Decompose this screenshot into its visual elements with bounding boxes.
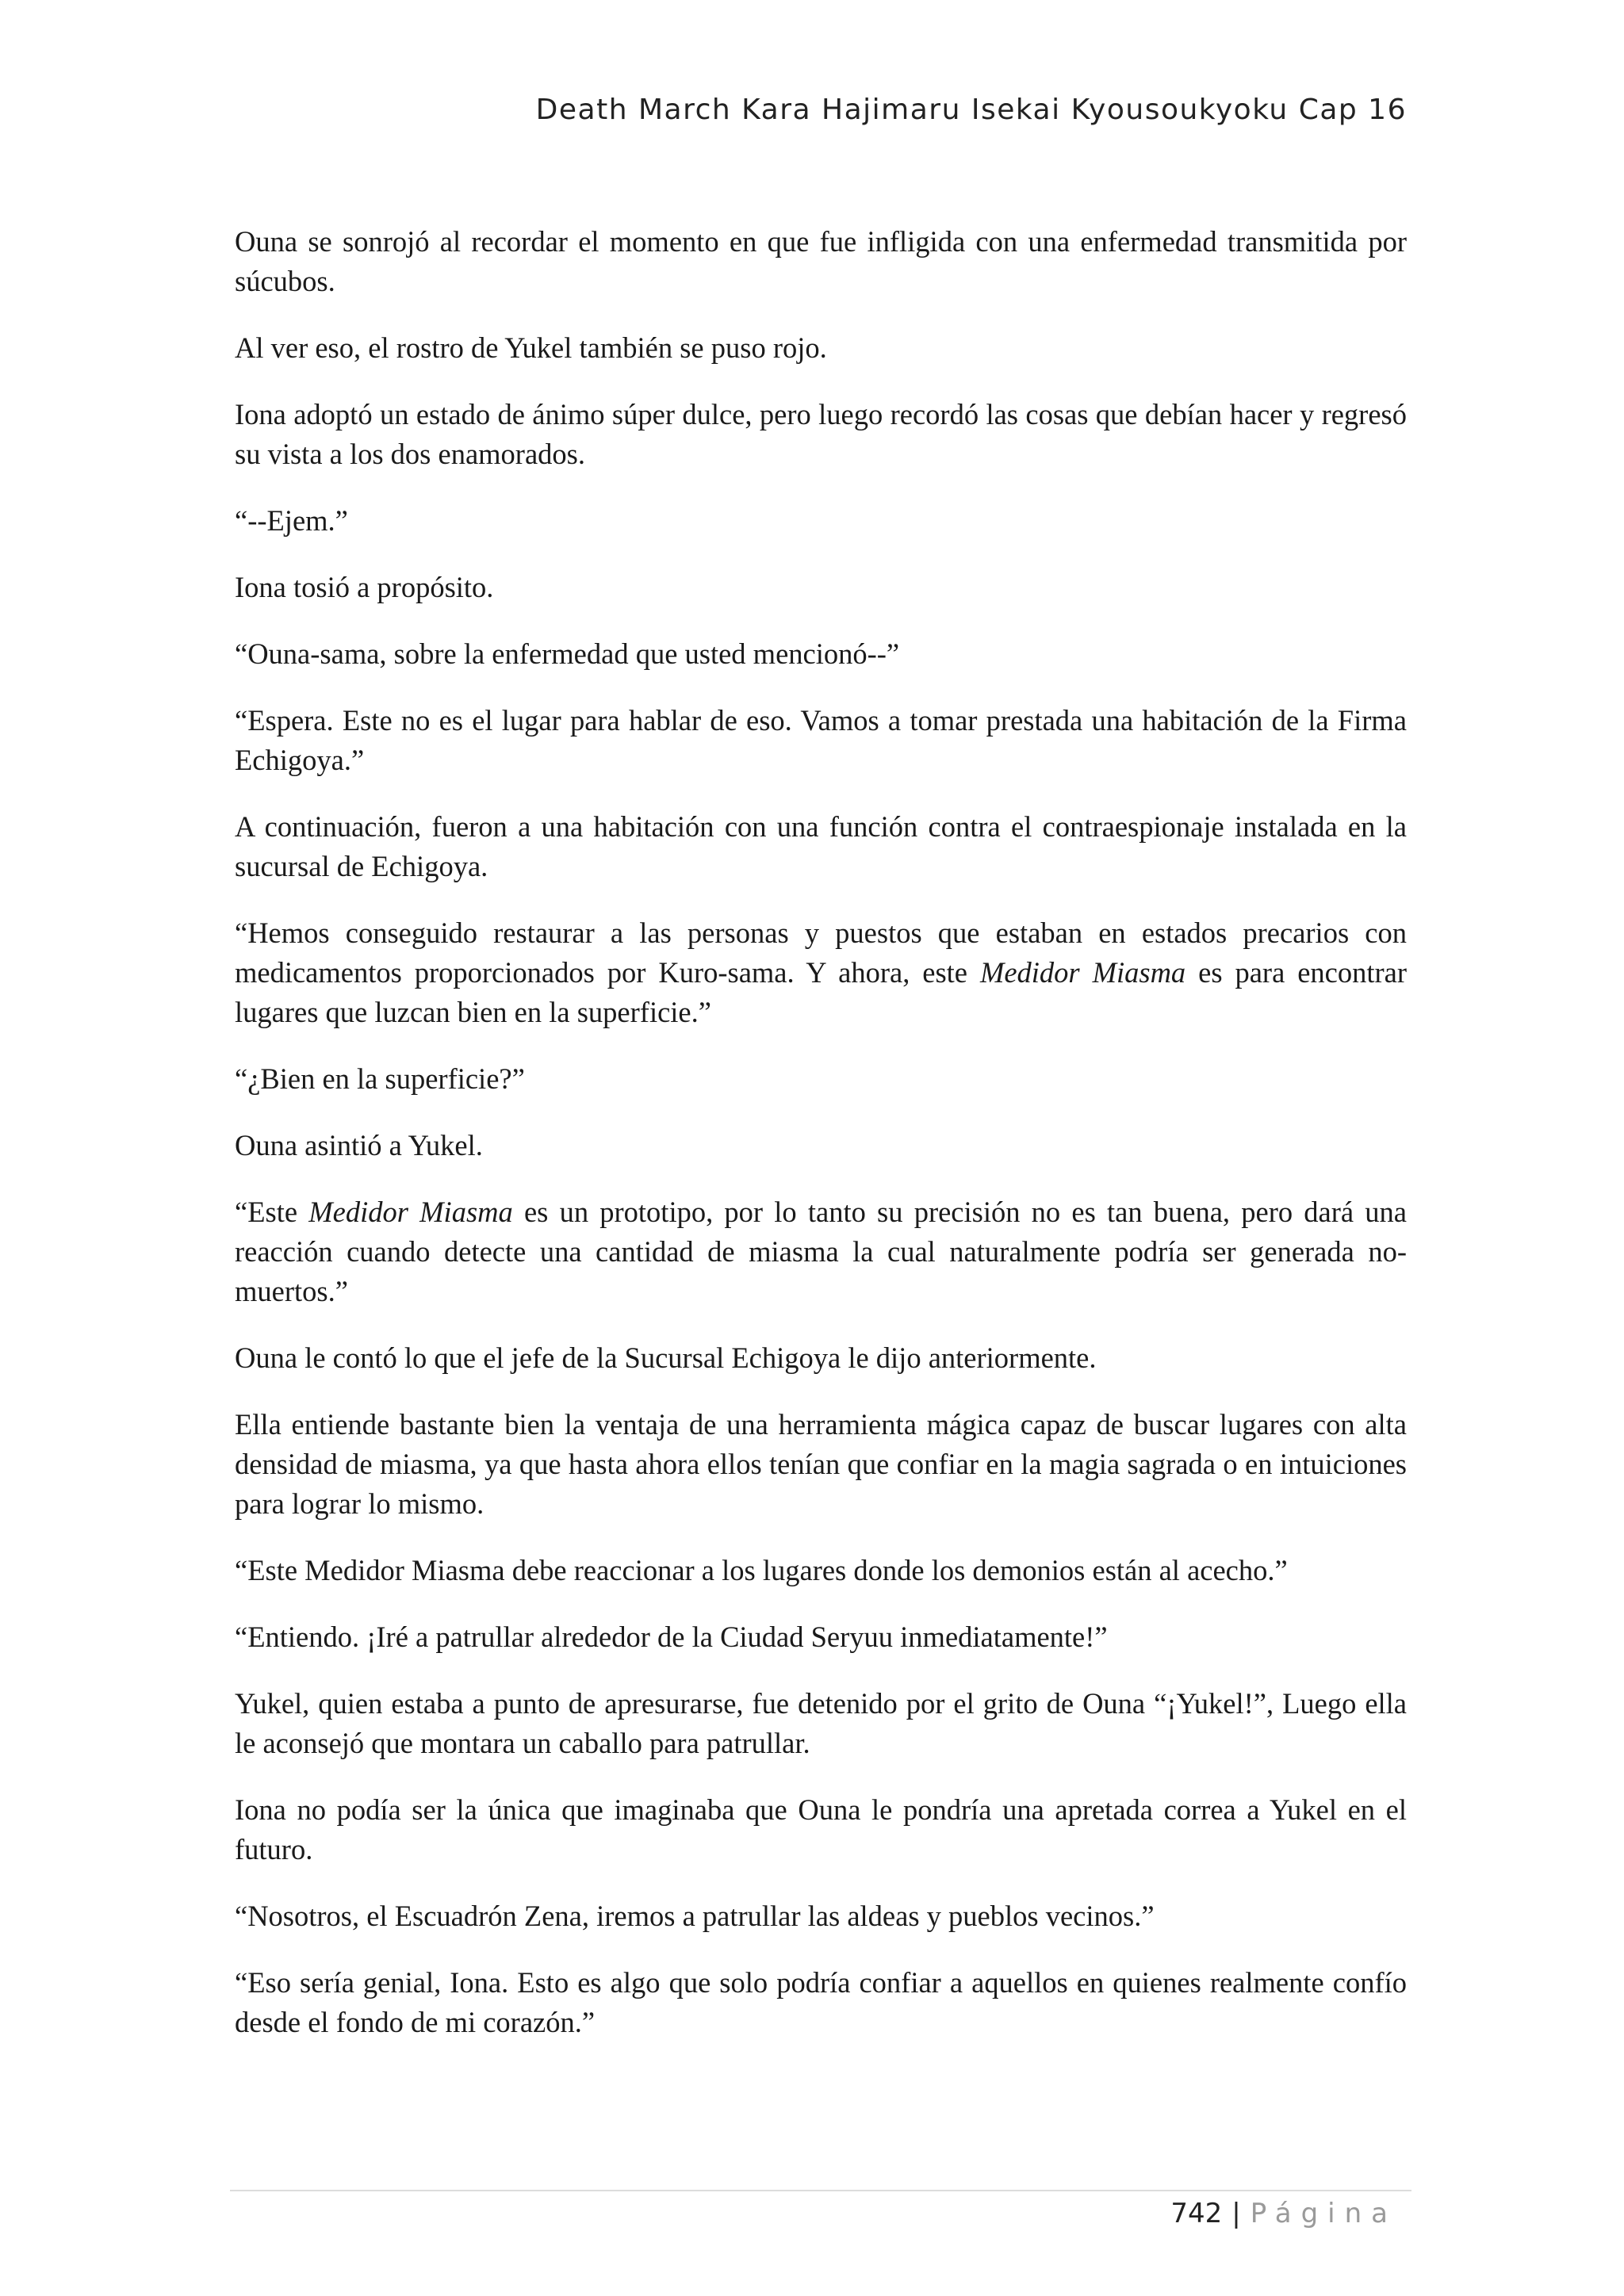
paragraph: Ouna se sonrojó al recordar el momento en que fue infligida con una enfermedad transmitida por súcubos. [235,225,1407,297]
paragraph: Iona no podía ser la única que imaginaba que Ouna le pondría una apretada correa a Yukel en el futuro. [235,1793,1407,1866]
page-number: 742 [1170,2198,1223,2229]
paragraph: Iona tosió a propósito. [235,571,494,603]
paragraph: “Nosotros, el Escuadrón Zena, iremos a patrullar las aldeas y pueblos vecinos.” [235,1900,1155,1932]
paragraph: “--Ejem.” [235,504,348,537]
text-run: “Hemos conseguido restaurar a las personas y puestos que estaban en estados precarios con medicamentos proporcionados por Kuro-sama. Y ahora, este [235,916,1407,989]
text-run: “Este [235,1196,309,1228]
paragraph: Ouna asintió a Yukel. [235,1129,483,1161]
text-run: es para encontrar lugares que luzcan bien en la superficie.” [235,956,1407,1028]
paragraph: Ella entiende bastante bien la ventaja de una herramienta mágica capaz de buscar lugares con alta densidad de miasma, ya que hasta ahora ellos tenían que confiar en la magia sagrada o en intuiciones para lograr lo mismo. [235,1408,1407,1520]
paragraph: “Este Medidor Miasma debe reaccionar a los lugares donde los demonios están al acecho.” [235,1554,1288,1586]
paragraph: “Entiendo. ¡Iré a patrullar alrededor de la Ciudad Seryuu inmediatamente!” [235,1621,1108,1653]
footer-separator: | [1231,2198,1241,2229]
paragraph [235,1192,1407,1311]
italic-term: Medidor Miasma [979,956,1186,989]
text-run: es un prototipo, por lo tanto su precisión no es tan buena, pero dará una reacción cuando detecte una cantidad de miasma la cual naturalmente podría ser generada no-muertos.” [235,1196,1408,1307]
paragraph: Al ver eso, el rostro de Yukel también se puso rojo. [235,331,827,364]
paragraph: Ouna le contó lo que el jefe de la Sucursal Echigoya le dijo anteriormente. [235,1341,1097,1374]
paragraph: A continuación, fueron a una habitación con una función contra el contraespionaje instalada en la sucursal de Echigoya. [235,810,1407,882]
paragraph: “Espera. Este no es el lugar para hablar de eso. Vamos a tomar prestada una habitación de la Firma Echigoya.” [235,704,1407,776]
running-header: Death March Kara Hajimaru Isekai Kyousoukyoku Cap 16 [535,94,1407,126]
paragraph: Iona adoptó un estado de ánimo súper dulce, pero luego recordó las cosas que debían hacer y regresó su vista a los dos enamorados. [235,398,1407,470]
paragraph: Yukel, quien estaba a punto de apresurarse, fue detenido por el grito de Ouna “¡Yukel!”, Luego ella le aconsejó que montara un caballo para patrullar. [235,1687,1407,1759]
paragraph: “Eso sería genial, Iona. Esto es algo que solo podría confiar a aquellos en quienes realmente confío desde el fondo de mi corazón.” [235,1966,1407,2038]
page-body [235,222,1407,2069]
footer-divider [230,2190,1411,2191]
page-label: Página [1250,2198,1397,2229]
page-footer [1170,2198,1397,2229]
paragraph: “Ouna-sama, sobre la enfermedad que usted mencionó--” [235,637,900,670]
paragraph: “¿Bien en la superficie?” [235,1062,525,1095]
paragraph [235,913,1407,1032]
italic-term: Medidor Miasma [308,1196,513,1228]
